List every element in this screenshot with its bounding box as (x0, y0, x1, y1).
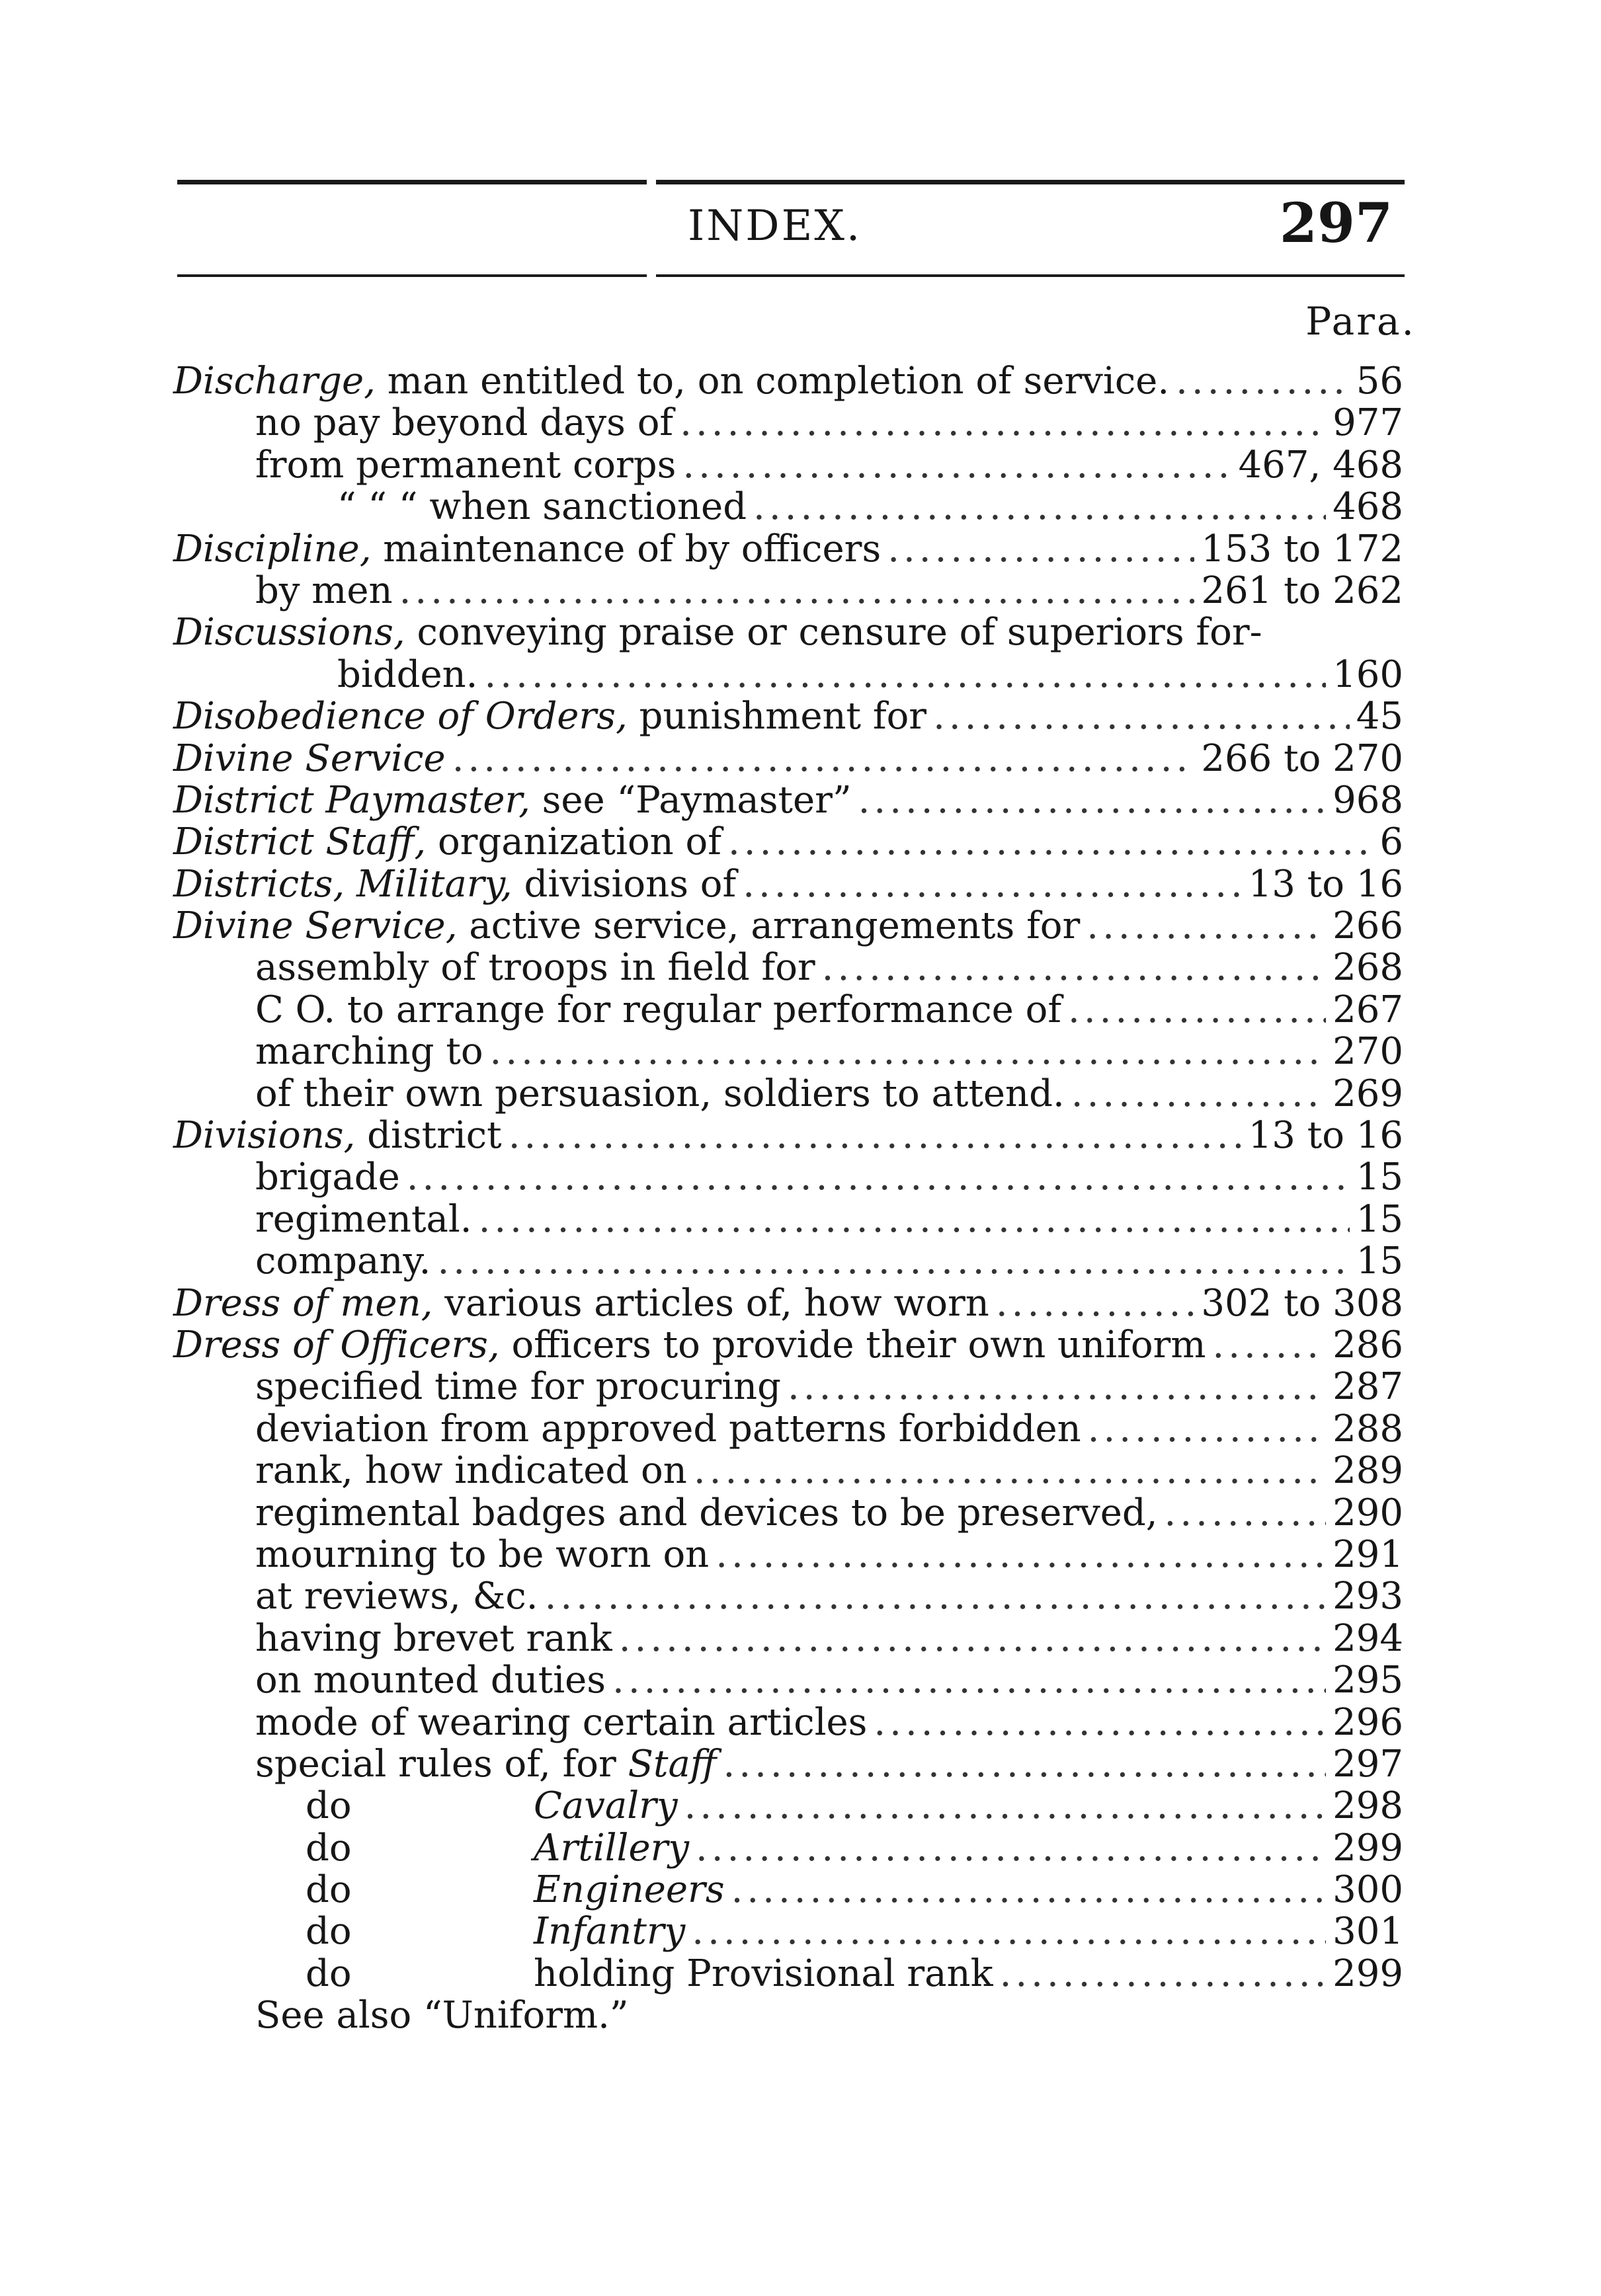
entry-text: see “Paymaster” (530, 778, 852, 822)
entry-text: rank, how indicated on (255, 1449, 687, 1493)
entry-label (173, 1283, 989, 1324)
entry-label (255, 989, 1061, 1031)
dot-leader (874, 1702, 1326, 1743)
index-entry (173, 1827, 1403, 1869)
entry-label (255, 1659, 606, 1701)
index-entry (173, 779, 1403, 821)
paragraph-reference: 295 (1333, 1659, 1403, 1702)
entry-text: district (355, 1114, 502, 1158)
paragraph-reference: 299 (1333, 1952, 1403, 1995)
dot-leader (509, 1115, 1242, 1156)
column-label-para: Para. (1305, 299, 1416, 344)
entry-heading: Disobedience of Orders, (173, 695, 628, 738)
paragraph-reference: 266 to 270 (1201, 736, 1403, 780)
entry-label (173, 1324, 1206, 1366)
index-entry (173, 1156, 1403, 1198)
entry-text: by men (255, 569, 393, 612)
entry-label (255, 1199, 472, 1240)
entry-label (173, 779, 852, 821)
entry-label (255, 1031, 483, 1072)
dot-leader (612, 1659, 1326, 1701)
entry-subheading: Staff (628, 1742, 717, 1786)
entry-text: man entitled to, on completion of service. (375, 360, 1170, 403)
dot-leader (743, 863, 1241, 905)
paragraph-reference: 288 (1333, 1407, 1403, 1450)
paragraph-reference: 289 (1333, 1449, 1403, 1493)
index-entry (173, 1702, 1403, 1743)
dot-leader (858, 779, 1327, 821)
entry-label (173, 360, 1169, 402)
entry-text: regimental. (255, 1197, 472, 1241)
paragraph-reference: 13 to 16 (1248, 862, 1403, 906)
paragraph-reference: 261 to 262 (1201, 569, 1403, 612)
index-entry (173, 1534, 1403, 1575)
dot-leader (1165, 1492, 1327, 1534)
dot-leader (619, 1618, 1326, 1659)
entry-label (173, 1869, 725, 1911)
entry-text: special rules of, for (255, 1742, 628, 1786)
index-entry (173, 1324, 1403, 1366)
entry-text: having brevet rank (255, 1616, 612, 1660)
index-entry (173, 1743, 1403, 1785)
entry-label (173, 821, 721, 863)
entry-text: officers to provide their own uniform (499, 1323, 1206, 1366)
entry-text: organization of (426, 820, 721, 864)
header-rule-top-right (656, 180, 1405, 184)
dot-leader (682, 444, 1231, 486)
entry-text: conveying praise or censure of superiors for- (405, 611, 1262, 654)
entry-text: on mounted duties (255, 1659, 606, 1702)
index-entry (173, 1911, 1403, 1952)
paragraph-reference: 266 (1333, 904, 1403, 948)
dot-leader (822, 947, 1326, 988)
entry-text: divisions of (512, 862, 737, 906)
index-entry (173, 360, 1403, 402)
entry-text: at reviews, &c. (255, 1575, 538, 1618)
entry-text: regimental badges and devices to be preserved, (255, 1491, 1158, 1534)
index-entry (173, 1575, 1403, 1617)
paragraph-reference: 300 (1333, 1868, 1403, 1912)
dot-leader (1176, 360, 1350, 402)
paragraph-reference: 270 (1333, 1030, 1403, 1074)
paragraph-reference: 15 (1356, 1197, 1403, 1241)
paragraph-reference: 267 (1333, 988, 1403, 1031)
dot-leader (680, 402, 1326, 444)
index-entry (173, 1492, 1403, 1534)
entry-label (173, 1911, 685, 1952)
paragraph-reference: 293 (1333, 1575, 1403, 1618)
ditto-word: do (306, 1952, 352, 1995)
header-rule-bottom-right (656, 274, 1405, 277)
entry-label (173, 863, 736, 905)
page-title: INDEX. (688, 202, 862, 251)
entry-subheading: holding Provisional rank (534, 1952, 993, 1995)
paragraph-reference: 291 (1333, 1532, 1403, 1576)
dot-leader (996, 1283, 1195, 1324)
index-entry (173, 905, 1403, 947)
entry-text: “ “ “ when sanctioned (337, 485, 747, 529)
dot-leader (545, 1575, 1327, 1617)
entry-label (255, 1240, 431, 1282)
entry-subheading: Cavalry (534, 1784, 678, 1828)
dot-leader (696, 1827, 1326, 1869)
index-entry (173, 1115, 1403, 1156)
entry-text: See also “Uniform.” (255, 1994, 629, 2038)
entry-heading: Dress of Officers, (173, 1323, 500, 1366)
index-entry (173, 1366, 1403, 1407)
entry-label (255, 1450, 687, 1491)
entry-text: mode of wearing certain articles (255, 1700, 868, 1744)
dot-leader (788, 1366, 1326, 1407)
index-entry (173, 947, 1403, 988)
paragraph-reference: 286 (1333, 1323, 1403, 1366)
entry-label (255, 947, 815, 988)
dot-leader (731, 1869, 1327, 1911)
entry-label (255, 1366, 781, 1407)
page-number: 297 (1279, 192, 1393, 255)
index-entry (173, 402, 1403, 444)
dot-leader (1068, 989, 1326, 1031)
entry-text: marching to (255, 1030, 483, 1074)
dot-leader (692, 1911, 1326, 1952)
entry-label (173, 1785, 678, 1827)
entry-text: mourning to be worn on (255, 1532, 710, 1576)
entry-label (255, 444, 676, 486)
index-entry (173, 528, 1403, 570)
entry-label (255, 570, 393, 612)
dot-leader (1212, 1324, 1326, 1366)
ditto-word: do (306, 1868, 352, 1912)
entry-label (255, 1534, 709, 1575)
header-rule-bottom-left (177, 274, 647, 277)
index-entry (173, 612, 1403, 653)
paragraph-reference: 15 (1356, 1156, 1403, 1199)
index-entry (173, 1995, 1403, 2036)
dot-leader (728, 821, 1373, 863)
paragraph-reference: 977 (1333, 401, 1403, 445)
entry-label (173, 528, 881, 570)
index-entry (173, 1240, 1403, 1282)
entry-heading: District Staff, (173, 820, 427, 864)
entry-heading: Discussions, (173, 611, 405, 654)
dot-leader (1071, 1073, 1326, 1115)
dot-leader (753, 486, 1326, 528)
index-entry (173, 486, 1403, 528)
entry-text: active service, arrangements for (457, 904, 1081, 948)
entry-label (255, 1575, 538, 1617)
entry-text: bidden. (337, 653, 478, 696)
index-entry (173, 821, 1403, 863)
entry-heading: Districts, Military, (173, 862, 513, 906)
dot-leader (407, 1156, 1350, 1198)
index-entry (173, 1869, 1403, 1911)
entry-text: maintenance of by officers (371, 527, 882, 571)
entry-text: specified time for procuring (255, 1365, 781, 1409)
entry-label (255, 1743, 717, 1785)
entry-label (255, 1156, 400, 1198)
dot-leader (723, 1743, 1327, 1785)
dot-leader (479, 1199, 1350, 1240)
entry-label (255, 1618, 612, 1659)
index-entry (173, 738, 1403, 779)
entry-heading: Dress of men, (173, 1281, 433, 1325)
paragraph-reference: 968 (1333, 778, 1403, 822)
dot-leader (694, 1450, 1326, 1491)
entry-text: brigade (255, 1156, 400, 1199)
entry-label (255, 1492, 1158, 1534)
index-entry (173, 1450, 1403, 1491)
entry-text: deviation from approved patterns forbidden (255, 1407, 1081, 1450)
index-entry (173, 695, 1403, 737)
entry-heading: Divisions, (173, 1114, 356, 1158)
index-entry (173, 989, 1403, 1031)
ditto-word: do (306, 1826, 352, 1870)
entry-label (173, 1115, 502, 1156)
paragraph-reference: 287 (1333, 1365, 1403, 1409)
dot-leader (933, 695, 1350, 737)
index-entry (173, 1953, 1403, 1995)
entry-label (337, 654, 477, 695)
entry-label (255, 1995, 629, 2036)
ditto-word: do (306, 1784, 352, 1828)
entry-heading: Divine Service (173, 736, 446, 780)
entry-heading: Discipline, (173, 527, 372, 571)
paragraph-reference: 296 (1333, 1700, 1403, 1744)
dot-leader (490, 1031, 1327, 1072)
entry-label (255, 1702, 867, 1743)
entry-label (173, 1953, 993, 1995)
entry-label (255, 1073, 1065, 1115)
entry-text: no pay beyond days of (255, 401, 674, 445)
paragraph-reference: 13 to 16 (1248, 1114, 1403, 1158)
index-entry (173, 1199, 1403, 1240)
dot-leader (452, 738, 1195, 779)
paragraph-reference: 298 (1333, 1784, 1403, 1828)
dot-leader (1000, 1953, 1327, 1995)
entry-heading: Divine Service, (173, 904, 458, 948)
entry-text: from permanent corps (255, 443, 677, 487)
entry-label (173, 1827, 689, 1869)
index-entry (173, 1408, 1403, 1450)
dot-leader (887, 528, 1194, 570)
entry-label (173, 905, 1080, 947)
index-entry (173, 1785, 1403, 1827)
entry-text: company. (255, 1240, 431, 1283)
index-entry (173, 1031, 1403, 1072)
paragraph-reference: 290 (1333, 1491, 1403, 1534)
dot-leader (437, 1240, 1349, 1282)
dot-leader (684, 1785, 1327, 1827)
paragraph-reference: 160 (1333, 653, 1403, 696)
paragraph-reference: 6 (1379, 820, 1403, 864)
index-entry (173, 570, 1403, 612)
paragraph-reference: 45 (1356, 695, 1403, 738)
index-entries (173, 360, 1403, 2037)
ditto-word: do (306, 1910, 352, 1954)
dot-leader (1087, 905, 1326, 947)
dot-leader (716, 1534, 1326, 1575)
dot-leader (399, 570, 1195, 612)
paragraph-reference: 269 (1333, 1072, 1403, 1115)
dot-leader (1088, 1408, 1326, 1450)
entry-subheading: Infantry (534, 1910, 686, 1954)
index-entry (173, 654, 1403, 695)
index-entry (173, 1073, 1403, 1115)
entry-label (255, 402, 673, 444)
header-rule-top-left (177, 180, 647, 184)
entry-label (255, 1408, 1081, 1450)
entry-label (173, 612, 1262, 653)
entry-subheading: Artillery (534, 1826, 689, 1870)
entry-text: various articles of, how worn (432, 1281, 989, 1325)
dot-leader (484, 654, 1326, 695)
paragraph-reference: 153 to 172 (1201, 527, 1403, 571)
entry-label (337, 486, 747, 528)
entry-text: assembly of troops in field for (255, 946, 815, 990)
index-entry (173, 1659, 1403, 1701)
paragraph-reference: 468 (1333, 485, 1403, 529)
paragraph-reference: 297 (1333, 1742, 1403, 1786)
entry-subheading: Engineers (534, 1868, 725, 1912)
paragraph-reference: 56 (1356, 360, 1403, 403)
paragraph-reference: 302 to 308 (1201, 1281, 1403, 1325)
entry-text: of their own persuasion, soldiers to attend. (255, 1072, 1065, 1115)
entry-heading: District Paymaster, (173, 778, 530, 822)
paragraph-reference: 299 (1333, 1826, 1403, 1870)
entry-label (173, 695, 926, 737)
paragraph-reference: 294 (1333, 1616, 1403, 1660)
paragraph-reference: 467, 468 (1238, 443, 1403, 487)
index-entry (173, 863, 1403, 905)
paragraph-reference: 15 (1356, 1240, 1403, 1283)
entry-text: punishment for (627, 695, 927, 738)
entry-text: C O. to arrange for regular performance of (255, 988, 1062, 1031)
entry-heading: Discharge, (173, 360, 376, 403)
paragraph-reference: 301 (1333, 1910, 1403, 1954)
index-entry (173, 1618, 1403, 1659)
index-entry (173, 1283, 1403, 1324)
paragraph-reference: 268 (1333, 946, 1403, 990)
entry-label (173, 738, 446, 779)
index-entry (173, 444, 1403, 486)
